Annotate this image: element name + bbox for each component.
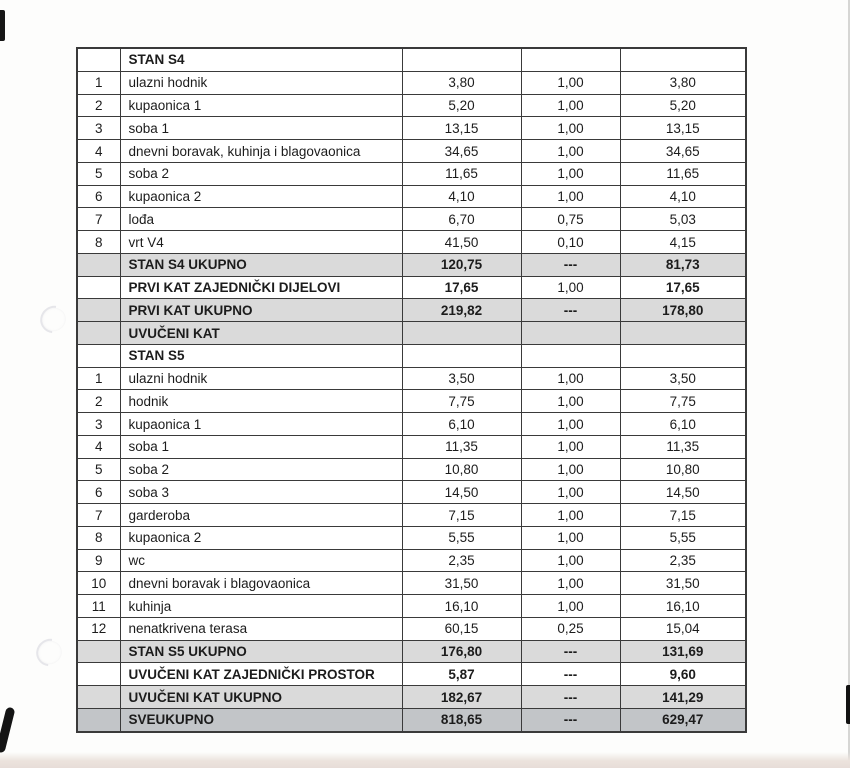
cell-area: 5,87 (402, 663, 521, 686)
cell-coef: 1,00 (521, 94, 620, 117)
cell-total (620, 48, 746, 71)
table-row (77, 322, 746, 345)
cell-coef: 1,00 (521, 413, 620, 436)
cell-coef (521, 48, 620, 71)
cell-area: 17,65 (402, 276, 521, 299)
cell-total: 17,65 (620, 276, 746, 299)
punch-hole-mark (31, 633, 70, 672)
cell-num (77, 686, 120, 709)
cell-coef: --- (521, 663, 620, 686)
cell-coef: 0,10 (521, 231, 620, 254)
cell-area (402, 344, 521, 367)
cell-name: UVUČENI KAT UKUPNO (120, 686, 402, 709)
cell-coef: 1,00 (521, 504, 620, 527)
cell-area: 31,50 (402, 572, 521, 595)
table-row (77, 617, 746, 640)
table-row (77, 48, 746, 71)
cell-area: 14,50 (402, 481, 521, 504)
cell-name: SVEUKUPNO (120, 708, 402, 732)
table-row (77, 276, 746, 299)
cell-area (402, 322, 521, 345)
cell-num (77, 48, 120, 71)
cell-coef: 1,00 (521, 458, 620, 481)
cell-total: 5,03 (620, 208, 746, 231)
cell-area: 219,82 (402, 299, 521, 322)
cell-total: 629,47 (620, 708, 746, 732)
cell-total: 10,80 (620, 458, 746, 481)
cell-coef: 1,00 (521, 185, 620, 208)
cell-num (77, 344, 120, 367)
cell-name: PRVI KAT ZAJEDNIČKI DIJELOVI (120, 276, 402, 299)
cell-coef: 1,00 (521, 367, 620, 390)
cell-coef (521, 322, 620, 345)
cell-num (77, 708, 120, 732)
cell-coef (521, 344, 620, 367)
cell-num (77, 276, 120, 299)
cell-name: soba 1 (120, 435, 402, 458)
cell-num: 5 (77, 162, 120, 185)
cell-total: 15,04 (620, 617, 746, 640)
cell-name: hodnik (120, 390, 402, 413)
cell-coef: 1,00 (521, 390, 620, 413)
cell-area: 7,15 (402, 504, 521, 527)
table-row (77, 413, 746, 436)
cell-area: 6,10 (402, 413, 521, 436)
cell-coef: --- (521, 253, 620, 276)
cell-name: garderoba (120, 504, 402, 527)
cell-area: 182,67 (402, 686, 521, 709)
cell-name: kupaonica 2 (120, 526, 402, 549)
cell-total: 4,15 (620, 231, 746, 254)
cell-coef: 1,00 (521, 481, 620, 504)
scan-edge-mark (0, 10, 5, 41)
table-row (77, 458, 746, 481)
cell-total (620, 322, 746, 345)
cell-coef: 0,25 (521, 617, 620, 640)
table-row (77, 299, 746, 322)
cell-total: 2,35 (620, 549, 746, 572)
cell-area: 120,75 (402, 253, 521, 276)
table-row (77, 595, 746, 618)
cell-name: kupaonica 2 (120, 185, 402, 208)
cell-num (77, 253, 120, 276)
cell-area: 3,50 (402, 367, 521, 390)
cell-coef: --- (521, 686, 620, 709)
cell-coef: 1,00 (521, 162, 620, 185)
cell-coef: 0,75 (521, 208, 620, 231)
cell-total: 31,50 (620, 572, 746, 595)
cell-area: 16,10 (402, 595, 521, 618)
cell-name: STAN S4 (120, 48, 402, 71)
cell-num (77, 640, 120, 663)
cell-total: 14,50 (620, 481, 746, 504)
cell-area: 2,35 (402, 549, 521, 572)
table-row (77, 185, 746, 208)
cell-name: vrt V4 (120, 231, 402, 254)
cell-name: PRVI KAT UKUPNO (120, 299, 402, 322)
table-row (77, 367, 746, 390)
cell-name: soba 2 (120, 458, 402, 481)
table-row (77, 162, 746, 185)
cell-total: 34,65 (620, 140, 746, 163)
cell-num: 10 (77, 572, 120, 595)
table-row (77, 549, 746, 572)
area-calculation-table (76, 47, 747, 733)
cell-coef: 1,00 (521, 435, 620, 458)
cell-coef: 1,00 (521, 526, 620, 549)
table-row (77, 140, 746, 163)
cell-name: ulazni hodnik (120, 71, 402, 94)
cell-area: 7,75 (402, 390, 521, 413)
cell-num: 8 (77, 231, 120, 254)
cell-num: 6 (77, 185, 120, 208)
cell-total (620, 344, 746, 367)
cell-total: 178,80 (620, 299, 746, 322)
cell-name: kupaonica 1 (120, 413, 402, 436)
cell-name: ulazni hodnik (120, 367, 402, 390)
cell-area: 11,65 (402, 162, 521, 185)
cell-coef: 1,00 (521, 117, 620, 140)
table-row (77, 208, 746, 231)
cell-coef: 1,00 (521, 595, 620, 618)
cell-num (77, 322, 120, 345)
cell-area: 6,70 (402, 208, 521, 231)
cell-num: 7 (77, 504, 120, 527)
table-row (77, 231, 746, 254)
cell-num: 3 (77, 413, 120, 436)
cell-name: STAN S4 UKUPNO (120, 253, 402, 276)
scan-edge-mark (0, 707, 15, 754)
cell-coef: --- (521, 708, 620, 732)
cell-coef: 1,00 (521, 71, 620, 94)
table-row (77, 686, 746, 709)
cell-area: 11,35 (402, 435, 521, 458)
cell-area: 4,10 (402, 185, 521, 208)
cell-name: soba 1 (120, 117, 402, 140)
cell-total: 13,15 (620, 117, 746, 140)
cell-num: 2 (77, 390, 120, 413)
cell-num: 12 (77, 617, 120, 640)
cell-name: STAN S5 (120, 344, 402, 367)
cell-total: 3,50 (620, 367, 746, 390)
cell-area: 13,15 (402, 117, 521, 140)
cell-coef: 1,00 (521, 572, 620, 595)
cell-area: 10,80 (402, 458, 521, 481)
cell-area: 176,80 (402, 640, 521, 663)
cell-name: soba 3 (120, 481, 402, 504)
cell-total: 16,10 (620, 595, 746, 618)
cell-name: UVUČENI KAT (120, 322, 402, 345)
cell-total: 81,73 (620, 253, 746, 276)
cell-num: 1 (77, 71, 120, 94)
table-row (77, 390, 746, 413)
cell-area: 5,20 (402, 94, 521, 117)
cell-name: kupaonica 1 (120, 94, 402, 117)
table-row (77, 71, 746, 94)
cell-total: 5,55 (620, 526, 746, 549)
cell-name: dnevni boravak i blagovaonica (120, 572, 402, 595)
cell-total: 7,15 (620, 504, 746, 527)
table-row (77, 640, 746, 663)
cell-area: 34,65 (402, 140, 521, 163)
scan-edge-mark (846, 685, 850, 724)
cell-total: 6,10 (620, 413, 746, 436)
cell-total: 9,60 (620, 663, 746, 686)
table-row (77, 572, 746, 595)
cell-total: 11,65 (620, 162, 746, 185)
cell-total: 5,20 (620, 94, 746, 117)
cell-num (77, 299, 120, 322)
table-row (77, 94, 746, 117)
cell-num (77, 663, 120, 686)
cell-name: STAN S5 UKUPNO (120, 640, 402, 663)
table-body (77, 48, 746, 732)
cell-area: 5,55 (402, 526, 521, 549)
cell-name: dnevni boravak, kuhinja i blagovaonica (120, 140, 402, 163)
cell-name: lođa (120, 208, 402, 231)
cell-total: 7,75 (620, 390, 746, 413)
cell-total: 11,35 (620, 435, 746, 458)
table-row (77, 117, 746, 140)
cell-num: 3 (77, 117, 120, 140)
cell-num: 6 (77, 481, 120, 504)
table-row (77, 663, 746, 686)
cell-coef: 1,00 (521, 140, 620, 163)
table-row (77, 253, 746, 276)
table-row (77, 481, 746, 504)
cell-total: 3,80 (620, 71, 746, 94)
cell-name: wc (120, 549, 402, 572)
cell-name: kuhinja (120, 595, 402, 618)
cell-num: 2 (77, 94, 120, 117)
cell-area (402, 48, 521, 71)
cell-num: 11 (77, 595, 120, 618)
scan-bottom-shadow (0, 752, 850, 768)
cell-total: 4,10 (620, 185, 746, 208)
cell-num: 8 (77, 526, 120, 549)
table-row (77, 435, 746, 458)
table-row (77, 708, 746, 732)
cell-area: 41,50 (402, 231, 521, 254)
cell-area: 3,80 (402, 71, 521, 94)
cell-num: 9 (77, 549, 120, 572)
table-row (77, 526, 746, 549)
cell-coef: --- (521, 640, 620, 663)
cell-total: 141,29 (620, 686, 746, 709)
cell-name: nenatkrivena terasa (120, 617, 402, 640)
cell-name: UVUČENI KAT ZAJEDNIČKI PROSTOR (120, 663, 402, 686)
cell-num: 5 (77, 458, 120, 481)
cell-coef: 1,00 (521, 549, 620, 572)
cell-num: 4 (77, 140, 120, 163)
cell-num: 4 (77, 435, 120, 458)
cell-total: 131,69 (620, 640, 746, 663)
punch-hole-mark (35, 300, 74, 339)
cell-coef: 1,00 (521, 276, 620, 299)
cell-num: 7 (77, 208, 120, 231)
cell-coef: --- (521, 299, 620, 322)
cell-area: 818,65 (402, 708, 521, 732)
table-row (77, 504, 746, 527)
cell-num: 1 (77, 367, 120, 390)
table-row (77, 344, 746, 367)
cell-name: soba 2 (120, 162, 402, 185)
cell-area: 60,15 (402, 617, 521, 640)
